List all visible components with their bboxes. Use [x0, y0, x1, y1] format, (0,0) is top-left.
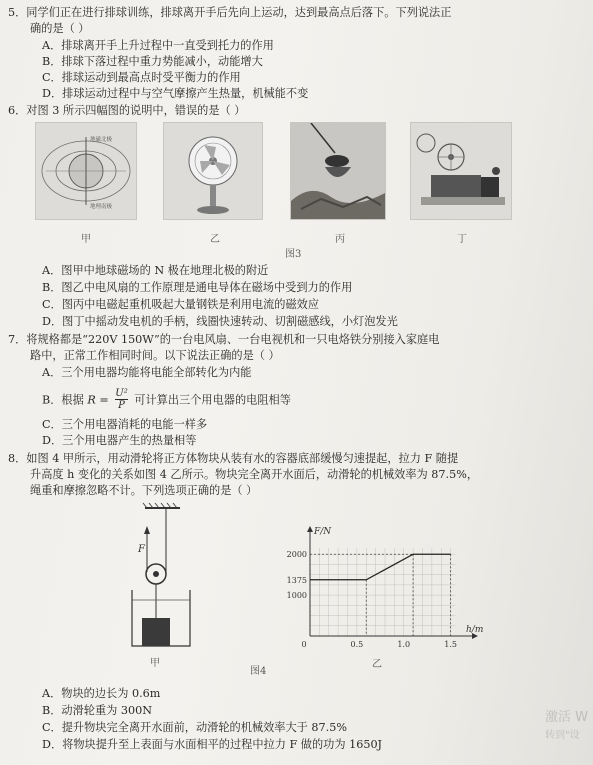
watermark-line2: 转到"设	[545, 730, 580, 741]
crane-photo	[291, 123, 385, 219]
force-series-line	[310, 554, 451, 580]
fan-illustration	[164, 123, 262, 219]
q7-option-a: A．三个用电器均能将电能全部转化为内能	[42, 366, 252, 379]
q8-stem-line3: 绳重和摩擦忽略不计。下列选项正确的是（ ）	[30, 484, 258, 497]
fig3-label-jia: 甲	[81, 234, 91, 245]
fig3-label-bing: 丙	[335, 234, 345, 245]
q6-option-c: C．图丙中电磁起重机吸起大量钢铁是利用电流的磁效应	[42, 298, 320, 311]
fig3-generator	[410, 122, 512, 220]
q8-option-d: D．将物块提升至上表面与水面相平的过程中拉力 F 做的功为 1650J	[42, 738, 383, 751]
earth-label-north: 地磁北极	[90, 137, 113, 143]
q8-option-c: C．提升物块完全离开水面前，动滑轮的机械效率大于 87.5%	[42, 721, 347, 734]
fig4-label-yi: 乙	[372, 659, 382, 670]
x-tick-label: 1.5	[444, 640, 457, 649]
x-tick-label: 0.5	[350, 640, 364, 649]
y-tick-group	[287, 550, 307, 600]
q8-stem-line1: 8．如图 4 甲所示，用动滑轮将正方体物块从装有水的容器底部缓慢匀速提起，拉力 F 随提	[8, 452, 459, 465]
q7-option-b-suffix: 可计算出三个用电器的电阻相等	[134, 393, 291, 407]
y-tick-label: 1000	[286, 591, 307, 601]
x-tick-label: 1.0	[397, 640, 411, 649]
q8-stem-line2: 升高度 h 变化的关系如图 4 乙所示。物块完全离开水面后，动滑轮的机械效率为 87.5%，	[30, 468, 479, 481]
fig3-label-ding: 丁	[457, 234, 467, 245]
q7-stem-line1: 7．将规格都是“220V 150W”的一台电风扇、一台电视机和一只电烙铁分别接入家庭电	[8, 333, 440, 346]
fig3-electric-fan	[163, 122, 263, 220]
fig4-pulley-diagram	[120, 500, 210, 650]
y-axis-arrow	[307, 526, 313, 532]
q5-option-a: A．排球离开手上升过程中一直受到托力的作用	[42, 39, 274, 52]
q6-option-d: D．图丁中摇动发电机的手柄，线圈快速转动、切割磁感线，小灯泡发光	[42, 315, 398, 328]
q8-option-b: B．动滑轮重为 300N	[42, 704, 153, 717]
q7-option-d: D．三个用电器产生的热量相等	[42, 434, 197, 447]
q7-formula-fraction	[115, 388, 127, 411]
q5-stem-line1: 5．同学们正在进行排球训练，排球离开手后先向上运动，达到最高点后落下。下列说法正	[8, 6, 452, 19]
force-label-f: F	[138, 544, 145, 555]
fig3-earth-magnetic-field	[35, 122, 137, 220]
x-tick-group	[301, 640, 457, 649]
q7-formula-numerator: U²	[115, 388, 128, 399]
fig3-label-yi: 乙	[210, 234, 220, 245]
q8-option-a: A．物块的边长为 0.6m	[42, 687, 161, 700]
fig3-electromagnet-crane	[290, 122, 386, 220]
fig4-force-height-chart	[270, 524, 490, 664]
q5-option-d: D．排球运动过程中与空气摩擦产生热量，机械能不变	[42, 87, 309, 100]
q7-stem-line2: 路中，正常工作相同时间。以下说法正确的是（ ）	[30, 349, 280, 362]
q6-option-a: A．图甲中地球磁场的 N 极在地理北极的附近	[42, 264, 269, 277]
q7-formula-lhs: R =	[87, 393, 109, 407]
fig4-caption: 图4	[250, 666, 267, 677]
x-axis-label: h/m	[466, 625, 484, 635]
earth-label-south: 地理南极	[90, 204, 113, 210]
watermark-line1: 激活 W	[545, 710, 588, 725]
q7-option-b-prefix: B．根据	[42, 393, 84, 407]
generator-illustration	[411, 123, 511, 219]
y-axis-label: F/N	[314, 527, 332, 537]
y-tick-label: 1375	[286, 575, 307, 585]
q5-option-b: B．排球下落过程中重力势能减小，动能增大	[42, 55, 263, 68]
q7-option-c: C．三个用电器消耗的电能一样多	[42, 418, 208, 431]
chart-grid	[310, 548, 455, 636]
q5-stem-line2: 确的是（ ）	[30, 22, 90, 35]
q6-stem: 6．对图 3 所示四幅图的说明中，错误的是（ ）	[8, 104, 246, 117]
q7-formula-denominator: P	[118, 400, 125, 411]
x-tick-label: 0	[301, 640, 307, 649]
y-tick-label: 2000	[286, 550, 307, 560]
q5-option-c: C．排球运动到最高点时受平衡力的作用	[42, 71, 241, 84]
q6-option-b: B．图乙中电风扇的工作原理是通电导体在磁场中受到力的作用	[42, 281, 353, 294]
q7-option-b	[42, 389, 291, 412]
earth-field-diagram	[36, 123, 136, 219]
fig4-label-jia: 甲	[150, 658, 160, 669]
fig3-caption: 图3	[285, 249, 302, 260]
